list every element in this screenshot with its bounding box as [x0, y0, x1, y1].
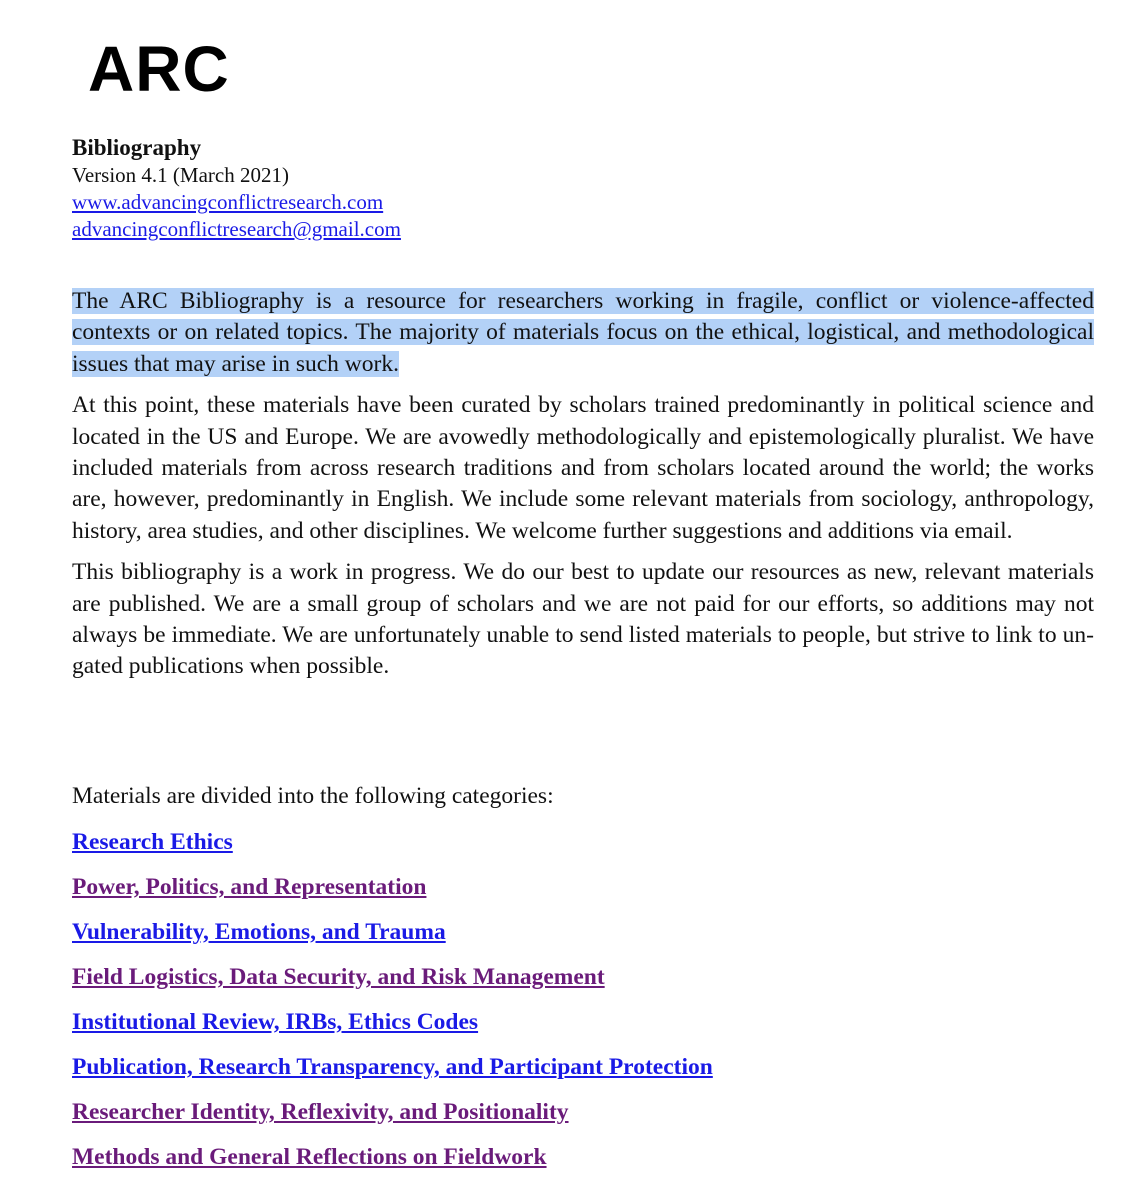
category-link-methods[interactable]: Methods and General Reflections on Fieldwork [72, 1144, 547, 1170]
website-link[interactable]: www.advancingconflictresearch.com [72, 190, 384, 214]
category-link-publication[interactable]: Publication, Research Transparency, and Participant Protection [72, 1054, 713, 1080]
category-link-research-ethics[interactable]: Research Ethics [72, 829, 233, 855]
category-link-vulnerability[interactable]: Vulnerability, Emotions, and Trauma [72, 919, 446, 945]
category-link-field-logistics[interactable]: Field Logistics, Data Security, and Risk Management [72, 964, 605, 990]
intro-paragraph [72, 286, 1094, 380]
curation-paragraph: At this point, these materials have been curated by scholars trained predominantly in political science and located in the US and Europe. We are avowedly methodologically and epistemologically pluralist. We have included materials from across research traditions and from scholars located around the world; the works are, however, predominantly in English. We include some relevant materials from sociology, anthropology, history, area studies, and other disciplines. We welcome further suggestions and additions via email. [72, 392, 1094, 544]
body-text [72, 286, 1094, 693]
email-link[interactable]: advancingconflictresearch@gmail.com [72, 217, 401, 241]
document-title: Bibliography [72, 135, 202, 160]
progress-paragraph: This bibliography is a work in progress. We do our best to update our resources as new, relevant materials are published. We are a small group of scholars and we are not paid for our efforts, so additions may not always be immediate. We are unfortunately unable to send listed materials to people, but strive to link to un-gated publications when possible. [72, 559, 1094, 680]
category-link-institutional-review[interactable]: Institutional Review, IRBs, Ethics Codes [72, 1009, 479, 1035]
document-header [72, 133, 401, 243]
category-link-power-politics[interactable]: Power, Politics, and Representation [72, 874, 427, 900]
categories-intro: Materials are divided into the following categories: [72, 783, 554, 809]
category-link-researcher-identity[interactable]: Researcher Identity, Reflexivity, and Positionality [72, 1099, 569, 1125]
arc-logo: ARC [88, 33, 230, 105]
categories-section [72, 778, 713, 1180]
version-text: Version 4.1 (March 2021) [72, 163, 289, 187]
selected-text[interactable]: The ARC Bibliography is a resource for researchers working in fragile, conflict or violence-affected contexts or on related topics. The majority of materials focus on the ethical, logistical, and methodological issues that may arise in such work. [72, 288, 1094, 377]
